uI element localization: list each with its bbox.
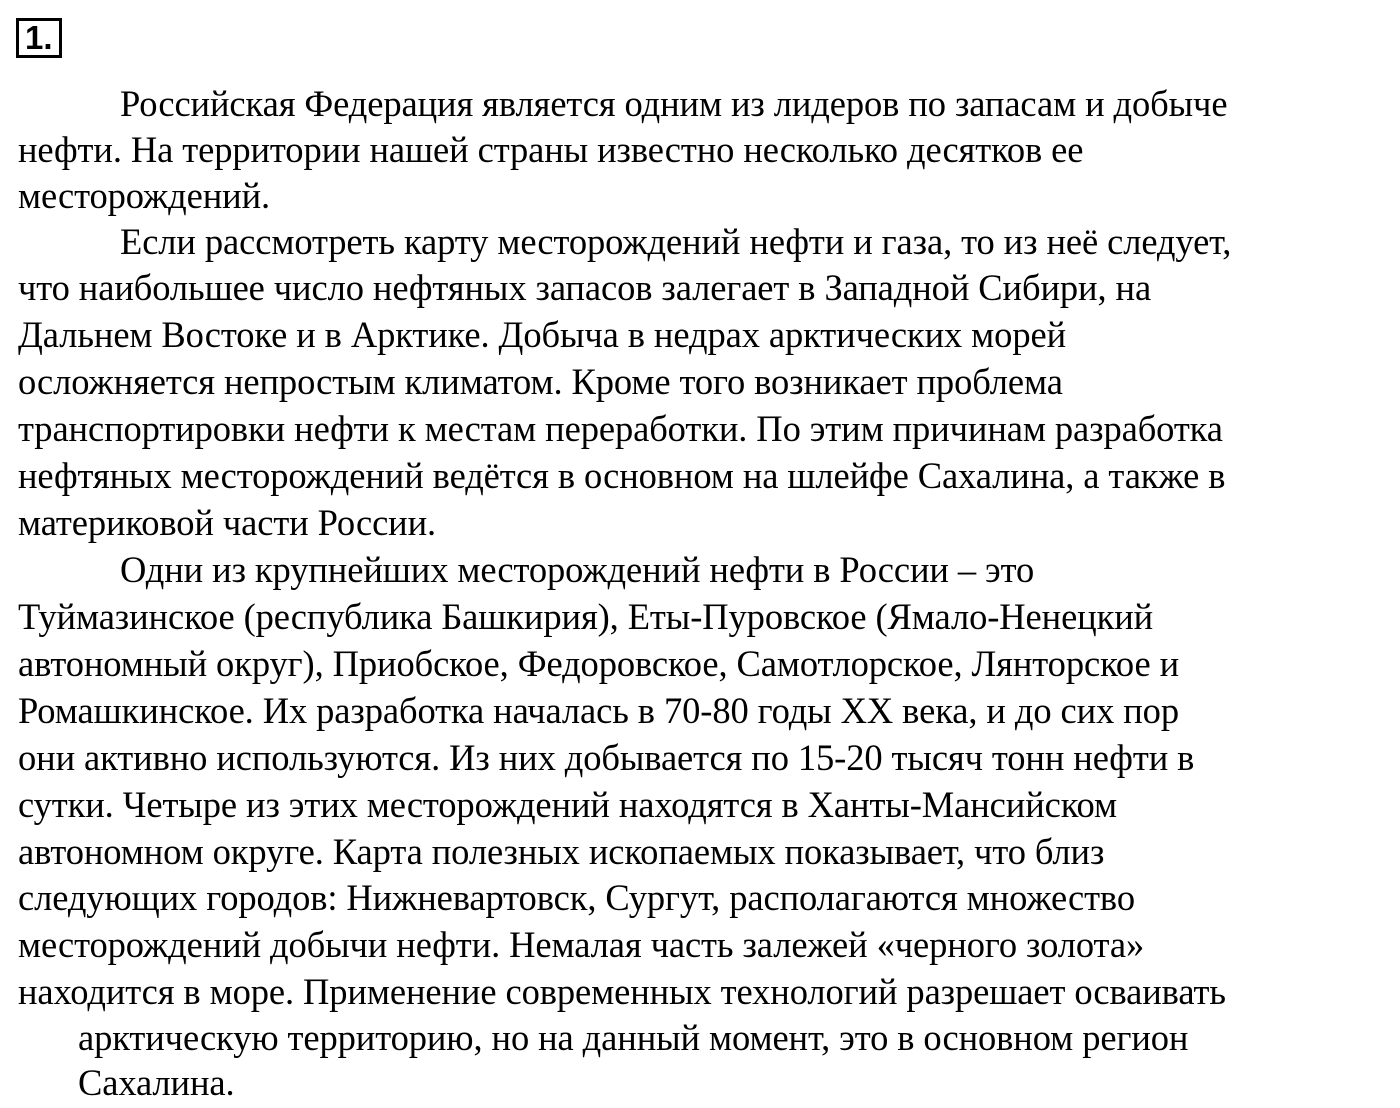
text-line: транспортировки нефти к местам переработки. По этим причинам разработка <box>18 408 1223 449</box>
text-line: Одни из крупнейших месторождений нефти в России – это <box>120 549 1035 590</box>
text-line: что наибольшее число нефтяных запасов залегает в Западной Сибири, на <box>18 267 1152 308</box>
text-line: Российская Федерация является одним из лидеров по запасам и добыче <box>120 83 1228 124</box>
text-line: следующих городов: Нижневартовск, Сургут, располагаются множество <box>18 877 1135 918</box>
text-line: Сахалина. <box>78 1062 235 1103</box>
task-number-box: 1. <box>16 18 62 58</box>
text-line: автономном округе. Карта полезных ископаемых показывает, что близ <box>18 831 1105 872</box>
text-line: сутки. Четыре из этих месторождений находятся в Ханты-Мансийском <box>18 784 1117 825</box>
text-line: арктическую территорию, но на данный момент, это в основном регион <box>78 1017 1189 1058</box>
text-line: Туймазинское (республика Башкирия), Еты-Пуровское (Ямало-Ненецкий <box>18 596 1154 637</box>
text-line: материковой части России. <box>18 502 437 543</box>
text-line: находится в море. Применение современных технологий разрешает осваивать <box>18 971 1226 1012</box>
text-line: месторождений. <box>18 175 271 216</box>
text-line: месторождений добычи нефти. Немалая часть залежей «черного золота» <box>18 924 1145 965</box>
text-line: осложняется непростым климатом. Кроме того возникает проблема <box>18 361 1063 402</box>
text-line: автономный округ), Приобское, Федоровское, Самотлорское, Лянторское и <box>18 643 1180 684</box>
text-line: Ромашкинское. Их разработка началась в 70-80 годы XX века, и до сих пор <box>18 690 1179 731</box>
text-line: они активно используются. Из них добывается по 15-20 тысяч тонн нефти в <box>18 737 1195 778</box>
text-line: нефтяных месторождений ведётся в основном на шлейфе Сахалина, а также в <box>18 455 1226 496</box>
text-line: нефти. На территории нашей страны известно несколько десятков ее <box>18 129 1084 170</box>
text-line: Если рассмотреть карту месторождений нефти и газа, то из неё следует, <box>120 221 1232 262</box>
text-line: Дальнем Востоке и в Арктике. Добыча в недрах арктических морей <box>18 314 1067 355</box>
